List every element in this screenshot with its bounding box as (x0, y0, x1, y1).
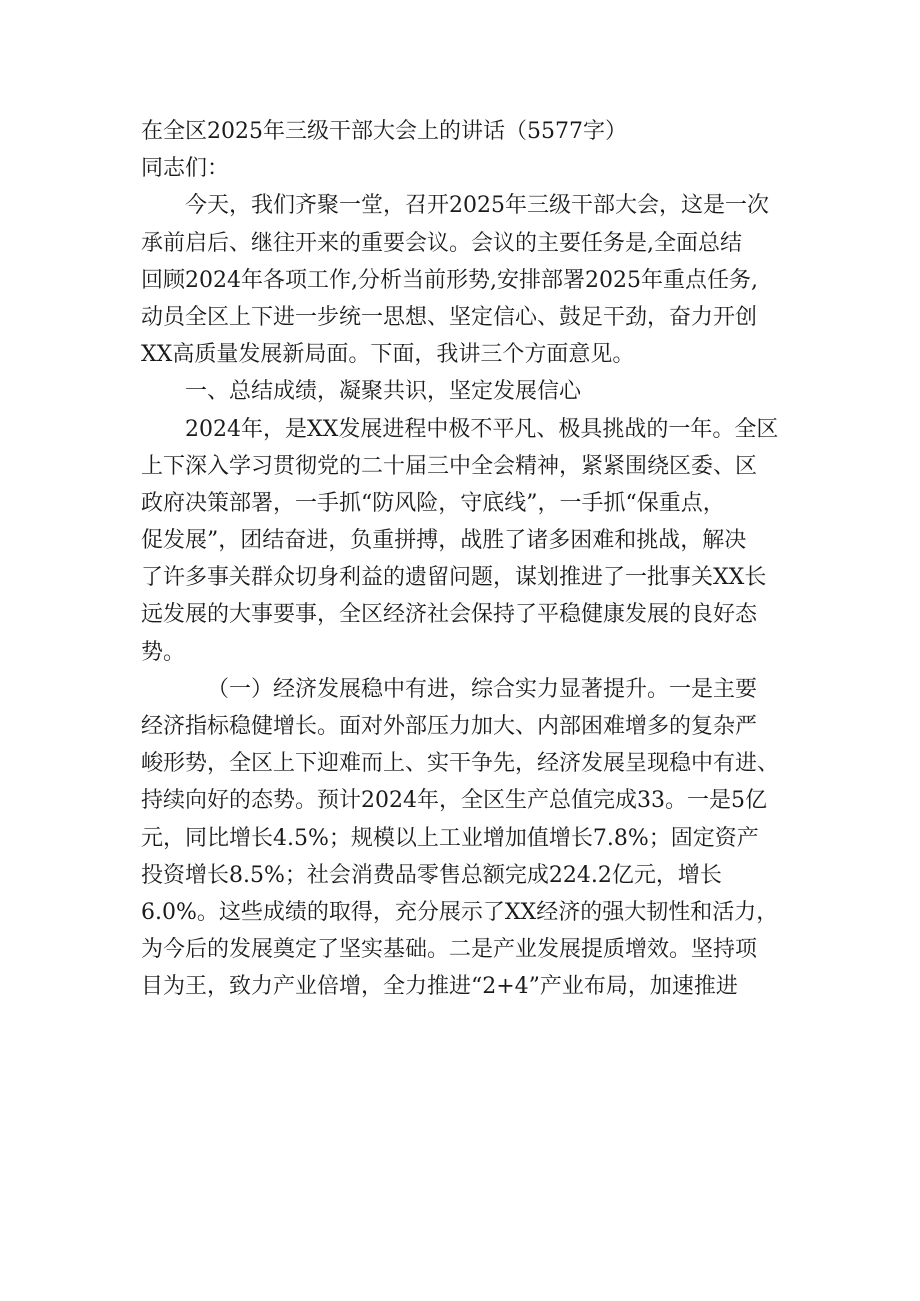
text-line: 远发展的大事要事，全区经济社会保持了平稳健康发展的良好态 (141, 602, 758, 628)
text-line: 目为王，致力产业倍增，全力推进“2+4”产业布局，加速推进 (141, 974, 738, 1000)
text-line: 峻形势，全区上下迎难而上、实干争先，经济发展呈现稳中有进、 (141, 751, 780, 777)
text-line: （一）经济发展稳中有进，综合实力显著提升。一是主要 (207, 676, 758, 702)
text-line: 政府决策部署，一手抓“防风险，守底线”，一手抓“保重点， (141, 490, 725, 516)
text-line: 一、总结成绩，凝聚共识，坚定发展信心 (185, 379, 582, 405)
text-line: 势。 (141, 639, 186, 665)
text-line: 上下深入学习贯彻党的二十届三中全会精神，紧紧围绕区委、区 (141, 453, 758, 479)
text-line: 6.0%。这些成绩的取得，充分展示了XX经济的强大韧性和活力， (141, 899, 779, 925)
salutation: 同志们： (141, 156, 230, 182)
text-line: 了许多事关群众切身利益的遗留问题，谋划推进了一批事关XX长 (141, 565, 767, 591)
text-line: 持续向好的态势。预计2024年，全区生产总值完成33。一是5亿 (141, 788, 767, 814)
text-line: 2024年，是XX发展进程中极不平凡、极具挑战的一年。全区 (185, 416, 779, 442)
document-body (141, 187, 791, 1005)
text-line: XX高质量发展新局面。下面，我讲三个方面意见。 (141, 342, 635, 368)
text-line: 元，同比增长4.5%；规模以上工业增加值增长7.8%；固定资产 (141, 825, 759, 851)
text-line: 为今后的发展奠定了坚实基础。二是产业发展提质增效。坚持项 (141, 937, 758, 963)
text-line: 今天，我们齐聚一堂，召开2025年三级干部大会，这是一次 (185, 193, 769, 219)
text-line: 回顾2024年各项工作,分析当前形势,安排部署2025年重点任务, (141, 267, 758, 293)
text-line: 动员全区上下进一步统一思想、坚定信心、鼓足干劲，奋力开创 (141, 304, 758, 330)
document-title: 在全区2025年三级干部大会上的讲话（5577字） (141, 119, 627, 144)
text-line: 投资增长8.5%；社会消费品零售总额完成224.2亿元，增长 (141, 862, 722, 888)
document-page (141, 113, 791, 1006)
text-line: 承前启后、继往开来的重要会议。会议的主要任务是,全面总结 (141, 230, 742, 256)
text-line: 经济指标稳健增长。面对外部压力加大、内部困难增多的复杂严 (141, 714, 758, 739)
text-line: 促发展”，团结奋进，负重拼搏，战胜了诸多困难和挑战，解决 (141, 528, 747, 554)
